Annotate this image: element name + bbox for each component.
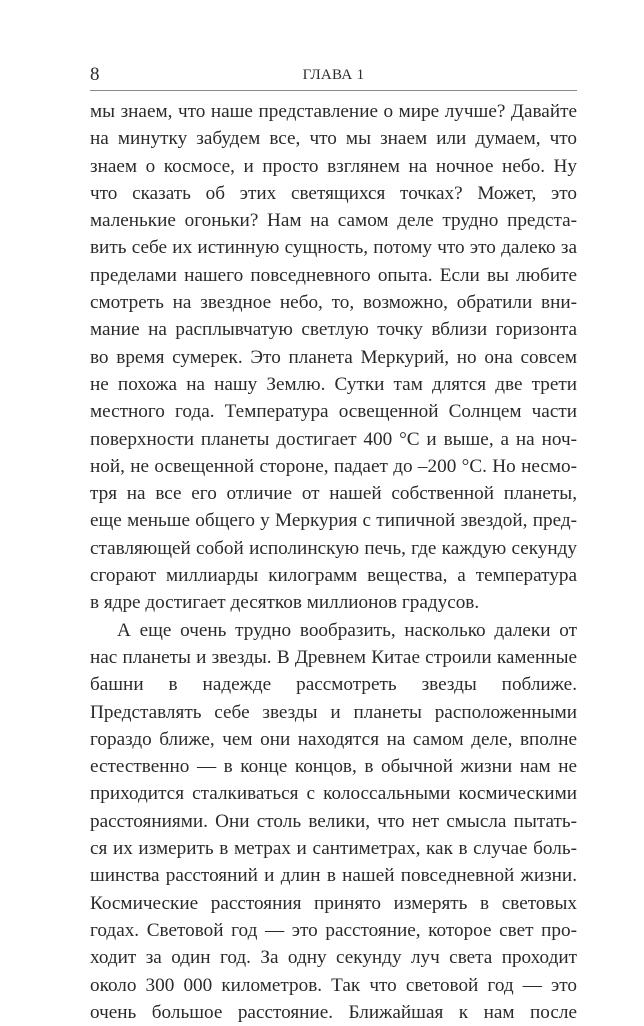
text-line: мы знаем, что наше представление о мире лучше? Давайте — [90, 101, 577, 122]
text-line: на минутку забудем все, что мы знаем или думаем, что — [90, 128, 577, 150]
paragraph-start-line: А еще очень трудно вообразить, насколько далеки от — [117, 619, 577, 641]
text-line: Космические расстояния принято измерять в световых — [90, 892, 577, 914]
text-line: очень большое расстояние. Ближайшая к нам после — [90, 1001, 577, 1023]
text-line: гораздо ближе, чем они находятся на самом деле, вполне — [90, 728, 577, 750]
text-line: ходит за один год. За одну секунду луч света проходит — [90, 947, 577, 969]
text-line: ной, не освещенной стороне, падает до –200 °C. Но несмо- — [90, 455, 577, 477]
text-line: сгорают миллиарды килограмм вещества, а температура — [90, 565, 577, 587]
text-line: естественно — в конце концов, в обычной жизни нам не — [90, 756, 577, 778]
text-line: что сказать об этих светящихся точках? Может, это — [90, 182, 577, 204]
text-line: смотреть на звездное небо, то, возможно, обратили вни- — [90, 292, 577, 314]
text-line: не похожа на нашу Землю. Сутки там длятся две трети — [90, 373, 577, 395]
text-line: маленькие огоньки? Нам на самом деле трудно предста- — [90, 210, 577, 232]
text-line: вить себе их истинную сущность, потому что это далеко за — [90, 237, 577, 259]
text-line: ся их измерить в метрах и сантиметрах, как в случае боль- — [90, 838, 577, 860]
book-page — [90, 62, 577, 1026]
body-text — [90, 98, 577, 1026]
text-line: поверхности планеты достигает 400 °C и выше, а на ноч- — [90, 428, 577, 450]
paragraph-end-line: в ядре достигает десятков миллионов градусов. — [90, 592, 480, 614]
page-number: 8 — [90, 64, 100, 85]
text-line: знаем о космосе, и просто взглянем на ночное небо. Ну — [90, 155, 577, 177]
text-line: башни в надежде рассмотреть звезды поближе. — [90, 674, 577, 696]
text-line: нас планеты и звезды. В Древнем Китае строили каменные — [90, 646, 577, 668]
text-line: еще меньше общего у Меркурия с типичной звездой, пред- — [90, 510, 577, 532]
running-header — [90, 62, 577, 91]
text-line: ставляющей собой исполинскую печь, где каждую секунду — [90, 537, 577, 559]
text-line: около 300 000 километров. Так что световой год — это — [90, 974, 577, 996]
text-line: во время сумерек. Это планета Меркурий, но она совсем — [90, 346, 577, 368]
text-line: мание на расплывчатую светлую точку вблизи горизонта — [90, 319, 577, 341]
text-line: приходится сталкиваться с колоссальными космическими — [90, 783, 577, 805]
text-line: Представлять себе звезды и планеты расположенными — [90, 701, 577, 723]
text-line: шинства расстояний и длин в нашей повседневной жизни. — [90, 865, 577, 887]
text-line: пределами нашего повседневного опыта. Если вы любите — [90, 264, 577, 286]
text-line: годах. Световой год — это расстояние, которое свет про- — [90, 919, 577, 941]
chapter-title: ГЛАВА 1 — [302, 67, 365, 83]
text-line: тря на все его отличие от нашей собственной планеты, — [90, 483, 577, 505]
text-line: расстояниями. Они столь велики, что нет смысла пытать- — [90, 810, 577, 832]
text-line: местного года. Температура освещенной Солнцем части — [90, 401, 577, 423]
